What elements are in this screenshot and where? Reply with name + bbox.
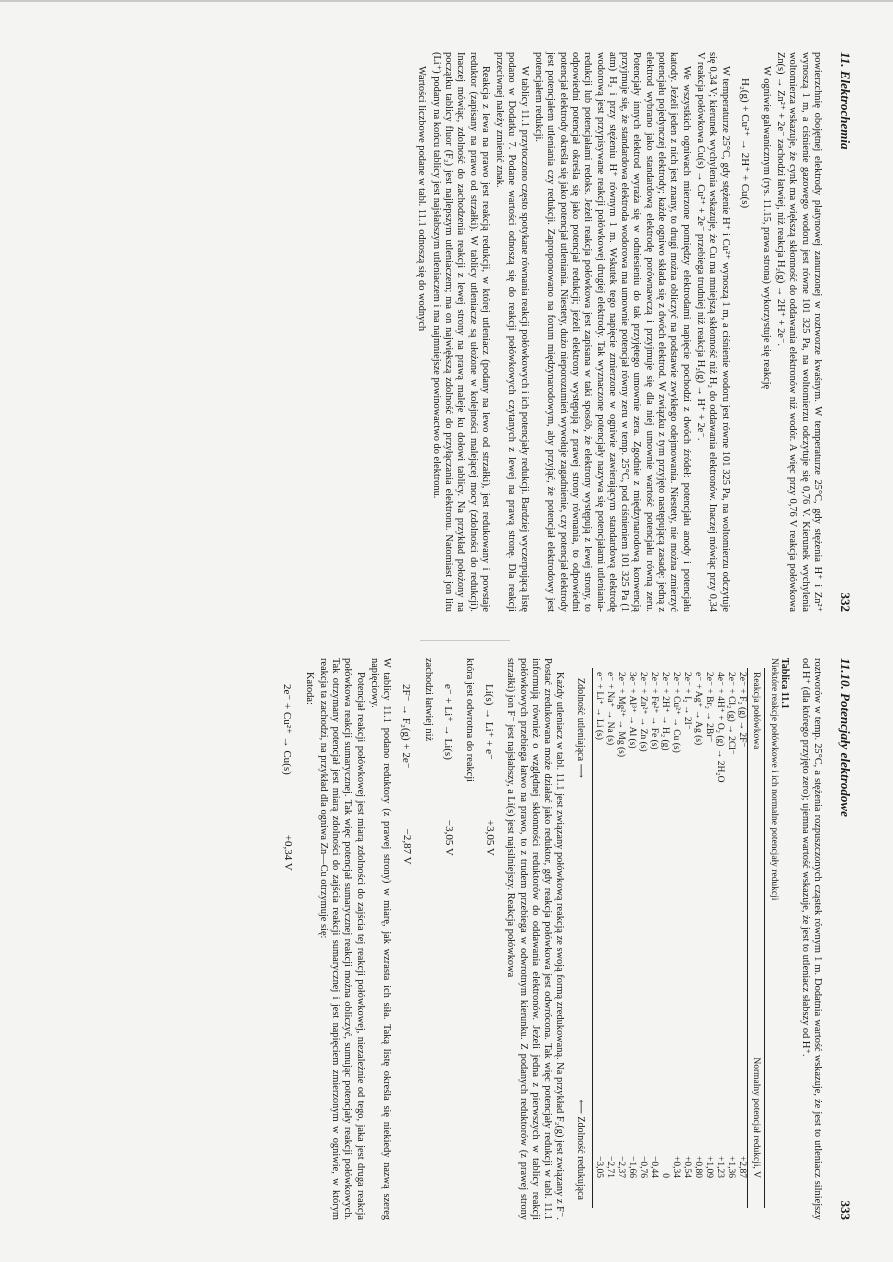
reaction-cell: 2e⁻ + Zn²⁺ → Zn (s)	[638, 672, 649, 752]
reaction-cell: 4e⁻ + 4H⁺ + O₂ (g) → 2H₂O	[715, 672, 726, 783]
page-number: 333	[838, 1200, 853, 1220]
equation-value: +0,34 V	[282, 834, 295, 871]
potential-cell: 0	[660, 1173, 671, 1178]
table-row	[670, 668, 681, 1208]
potential-cell: −0,76	[638, 1156, 649, 1178]
reaction-cell: 2e⁻ + Mg²⁺ → Mg (s)	[616, 672, 627, 757]
cathode-label: Katoda:	[303, 672, 315, 705]
potential-cell: −1,66	[627, 1156, 638, 1178]
paragraph: W temperaturze 25°C, gdy stężenie H⁺ i Cu²⁺ wynoszą 1 m, a ciśnienie wodoru jest równe 101 325 Pa, na woltomierzu odczytuje się 0,34 V; kierunek wychylenia wskazuje, że Cu ma mniejszą skłonność niż H₂ do oddawania elektronów. Inaczej mówiąc przy 0,34 V reakcja połówkowa Cu(s) → Cu²⁺ + 2e⁻ przebiega trudniej niż reakcja H₂(g) → H⁺ + 2e⁻.	[694, 52, 731, 612]
table-subtitle: Niektóre reakcje połówkowe i ich normalne potencjały redukcji	[769, 658, 780, 901]
table-body	[593, 668, 748, 1208]
equation-value: +3,05 V	[483, 819, 496, 856]
reaction-cell: 2e⁻ + Cu²⁺ → Cu (s)	[671, 672, 682, 753]
potential-cell: +1,09	[704, 1156, 715, 1178]
equation-reaction: 2e⁻ + Cu²⁺ → Cu(s)	[281, 684, 294, 775]
column-header-potential: Normalny potencjał redukcji, V	[748, 902, 765, 1208]
potential-cell: −3,05	[593, 902, 605, 1208]
equation	[442, 684, 455, 1220]
potentials-table	[592, 668, 765, 1208]
potential-cell: +0,80	[693, 1156, 704, 1178]
table-row	[659, 668, 670, 1208]
table-row	[593, 668, 605, 1208]
paragraph: powierzchnię obojętnej elektrody platynowej zanurzonej w roztworze kwaśnym. W temperaturze 25°C, gdy stężenia H⁺ i Zn²⁺ wynoszą 1 m, a ciśnienie gazowego wodoru jest równe 101 325 Pa, na woltomierzu odczytuje się 0,76 V. Kierunek wychylenia woltomierza wskazuje, że cynk ma większą skłonność do oddawania elektronów niż wodór. A więc przy 0,76 V reakcja połówkowa Zn(s) → Zn²⁺ + 2e⁻ zachodzi łatwiej, niż reakcja H₂(g) → 2H⁺ + 2e⁻.	[775, 52, 823, 612]
potential-cell: +0,34	[671, 1156, 682, 1178]
page-333	[0, 640, 893, 1240]
reaction-cell: 2e⁻ + Br₂ → 2Br⁻	[704, 672, 715, 743]
running-head-right	[837, 658, 853, 1220]
equation-reaction: e⁻ + Li⁺ → Li(s)	[441, 684, 454, 760]
reaction-cell: e⁻ + Na⁺ → Na (s)	[605, 672, 616, 746]
reaction-cell: e⁻ + Li⁺ → Li (s)	[593, 668, 605, 902]
paragraph: W tablicy 11.1 przytoczono często spotykane równania reakcji połówkowych i ich potencjały redukcji. Bardziej wyczerpującą listę podano w Dodatku 7. Podane wartości odnoszą się do reakcji połówkowych czytanych z lewej na prawą stronę. Dla reakcji przeciwnej należy zmienić znak.	[494, 52, 530, 612]
oxidizing-power-arrow: Zdolność utleniająca ⟶	[575, 678, 587, 778]
reaction-cell: 2e⁻ + Fe²⁺ → Fe (s)	[649, 672, 660, 750]
reaction-cell: 2e⁻ + I₂ → 2I⁻	[682, 672, 693, 730]
table-row	[692, 668, 703, 1208]
equation	[483, 684, 496, 1220]
paragraph: roztworów w temp. 25°C, a stężenia rozpuszczonych cząstek równym 1 m. Dodatnia wartość wskazuje, że jest to utleniacz silniejszy od H⁺ (dla którego przyjęto zero); ujemna wartość wskazuje, że jest to utleniacz słabszy od H⁺.	[799, 658, 823, 1220]
potential-cell: −2,37	[616, 1156, 627, 1178]
reaction-cell: 2e⁻ + 2H⁺ → H₂ (g)	[660, 672, 671, 751]
potential-cell: +1,36	[726, 1156, 737, 1178]
equation-reaction: Li(s) → Li⁺ + e⁻	[482, 684, 495, 760]
paragraph: Każdy utleniacz w tabl. 11.1 jest związany połówkową reakcją ze swoją formą zredukowaną. Na przykład F₂(g) jest związany z F⁻. Postać zredukowana może działać jako reduktor, gdy reakcja połówkowa jest odwrócona. Tak więc potencjały redukcji w tabl. 11.1 informują również o względnej skłonności reduktorów do oddawania elektronów. Jeżeli jedna z pierwszych w tablicy reakcji połówkowych przebiega łatwo na prawo, to z trudem przebiega w odwrotnym kierunku. Z podanych reduktorów (z prawej strony strzałki) jon F⁻ jest najsłabszy, a Li(s) jest najsilniejszy. Reakcja połówkowa	[505, 658, 566, 1220]
table-row	[626, 668, 637, 1208]
page-332	[0, 30, 893, 630]
paragraph: która jest odwrotna do reakcji	[463, 658, 475, 783]
table-row	[615, 668, 626, 1208]
table-row	[714, 668, 725, 1208]
reaction-cell: 2e⁻ + Cl₂ (g) → 2Cl⁻	[726, 672, 737, 755]
paragraph: Wartości liczbowe podane w tabl. 11.1 odnoszą się do wodnych	[416, 66, 428, 332]
running-title: 11. Elektrochemia	[838, 52, 853, 150]
table-caption: Tablica 11.1	[779, 658, 791, 709]
table-row	[637, 668, 648, 1208]
paragraph: W ogniwie galwanicznym (rys. 11.15, prawa strona) wykorzystuje się reakcję	[760, 66, 772, 390]
potential-cell: +2,87	[737, 1156, 748, 1178]
table-row	[725, 668, 736, 1208]
table-row	[604, 668, 615, 1208]
reaction-cell: 3e⁻ + Al³⁺ → Al (s)	[627, 672, 638, 749]
paragraph: zachodzi łatwiej niż	[422, 658, 434, 742]
potential-cell: +1,23	[715, 1156, 726, 1178]
equation-value: −2,87 V	[401, 828, 414, 865]
equation: H₂(g) + Cu²⁺ → 2H⁺ + Cu(s)	[738, 78, 751, 209]
paragraph: W tablicy 11.1 podano reduktory (z prawej strony) w miarę, jak wzrasta ich siła. Taką listę określa się niekiedy nazwą szereg napięciowy.	[369, 658, 393, 1220]
paragraph: We wszystkich ogniwach mierzone pomiędzy elektrodami napięcie pochodzi z dwóch źródeł: potencjału anody i potencjału katody. Jeżeli jeden z nich jest znany, to drugi można obliczyć na podstawie zwykłego odejmowania. Niestety, nie można zmierzyć potencjału pojedynczej elektrody; każde ogniwo składa się z dwóch elektrod. W związku z tym przyjęto następującą zasadę: jedną z elektrod wybrano jako standardową elektrodę porównawczą i przyjmuje się dla niej umownie wartość potencjału równą zeru. Potencjały innych elektrod wyraża się w odniesieniu do tak przyjętego umownie zera. Zgodnie z międzynarodową konwencją przyjmuje się, że standardowa elektroda wodorowa ma umownie potencjał równy zeru w temp. 25°C, pod ciśnieniem 101 325 Pa (1 atm) H₂ i przy stężeniu H⁺ równym 1 m. Wskutek tego napięcie zmierzone w ogniwie zawierającym standardową elektrodę wodorową jest przypisywane reakcji połówkowej drugiej elektrody. Tak wyznaczone potencjały nazywa się potencjałami utleniania-redukcji lub potencjałami redoks. Jeżeli reakcja połówkowa jest zapisana w taki sposób, że elektrony występują z lewej strony, to odpowiedni potencjał określa się jako potencjał redukcji; jeżeli elektrony występują z prawej strony równania, to odpowiedni potencjał elektrody określa się jako potencjał utleniania. Niestety, dużo nieporozumień wywołuje zagadnienie, czy potencjał elektrody jest potencjałem utleniania czy redukcji. Zaproponowano na forum międzynarodowym, aby przyjąć, że potencjał elektrodowy jest potencjałem redukcji.	[533, 52, 692, 612]
potential-cell: +0,54	[682, 1156, 693, 1178]
potential-cell: −0,44	[649, 1156, 660, 1178]
reducing-power-arrow: ⟵ Zdolność redukująca	[575, 1099, 587, 1200]
table-row	[736, 668, 748, 1208]
table-row	[681, 668, 692, 1208]
equation-reaction: 2F⁻ → F₂(g) + 2e⁻	[400, 684, 413, 769]
running-head-left	[837, 52, 853, 612]
table-row	[703, 668, 714, 1208]
page-number: 332	[838, 592, 853, 612]
table-arrows	[575, 678, 586, 1200]
reaction-cell: 2e⁻ + F₂ (g) → 2F⁻	[737, 672, 748, 748]
reaction-cell: e⁻ + Ag⁺ → Ag (s)	[693, 672, 704, 746]
paragraph: Reakcja z lewa na prawo jest reakcją redukcji, w której utleniacz (podany na lewo od strzałki), jest redukowany i powstaje reduktor (zapisany na prawo od strzałki). W tablicy utleniacze są ułożone w kolejności malejącej mocy (zdolności do redukcji). Inaczej mówiąc, zdolność do zachodzenia reakcji z lewej strony na prawą maleje ku dołowi tablicy. Na przykład położony na początku tablicy fluor (F₂) jest najlepszym utleniaczem; ma on największą zdolność do przyłączania elektronu. Natomiast jon litu (Li⁺) podany na końcu tablicy jest najsłabszym utleniaczem i ma najmniejsze powinowactwo do elektronu.	[430, 52, 491, 612]
potential-cell: −2,71	[605, 1156, 616, 1178]
equation-value: −3,05 V	[442, 819, 455, 856]
equation	[400, 684, 413, 1220]
running-title: 11.10. Potencjały elektrodowe	[838, 658, 853, 817]
column-header-reaction: Reakcja połówkowa	[748, 668, 765, 902]
table-row	[648, 668, 659, 1208]
equation	[281, 684, 294, 1220]
paragraph: Potencjał reakcji połówkowej jest miarą zdolności do zajścia tej reakcji połówkowej, niezależnie od tego, jaka jest druga reakcja połówkowa reakcji sumarycznej. Tak więc potencjał sumarycznej reakcji można obliczyć, sumując potencjały reakcji połówkowych. Tak otrzymany potencjał jest miarą zdolności do zajścia reakcji sumarycznej i jest napięciem zmierzonym w ogniwie, w którym reakcja ta zachodzi, na przykład dla ogniwa Zn—Cu otrzymuje się:	[317, 658, 366, 1220]
